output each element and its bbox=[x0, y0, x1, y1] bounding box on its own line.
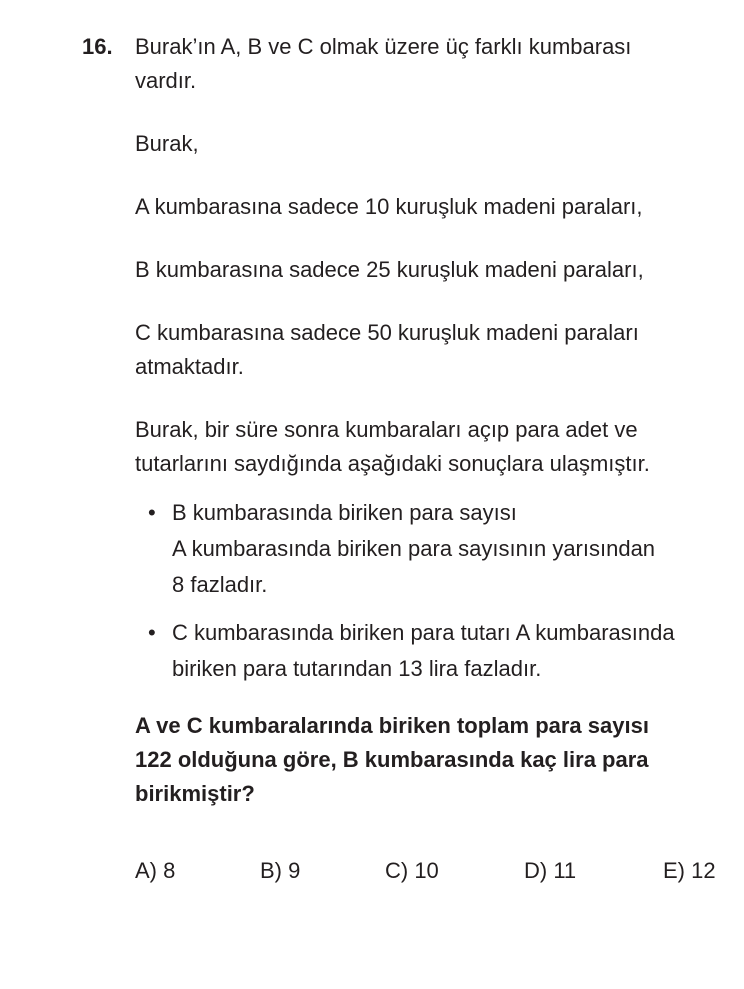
condition-line: 8 fazladır. bbox=[172, 572, 268, 597]
kumbara-c-line: C kumbarasına sadece 50 kuruşluk madeni paraları bbox=[135, 320, 639, 345]
condition-line: C kumbarasında biriken para tutarı A kumbarasında bbox=[172, 620, 675, 645]
kumbara-b-line: B kumbarasına sadece 25 kuruşluk madeni paraları, bbox=[135, 257, 644, 282]
option-c[interactable]: C) 10 bbox=[385, 858, 439, 883]
question-number: 16. bbox=[82, 34, 113, 59]
question-body bbox=[135, 30, 735, 811]
condition-line: B kumbarasında biriken para sayısı bbox=[172, 500, 517, 525]
burak-line: Burak, bbox=[135, 131, 199, 156]
kumbara-c-line: atmaktadır. bbox=[135, 354, 244, 379]
prompt-line: 122 olduğuna göre, B kumbarasında kaç lira para bbox=[135, 747, 649, 772]
condition-line: biriken para tutarından 13 lira fazladır. bbox=[172, 656, 542, 681]
option-e[interactable]: E) 12 bbox=[663, 858, 716, 883]
prompt-line: birikmiştir? bbox=[135, 781, 255, 806]
option-b[interactable]: B) 9 bbox=[260, 858, 301, 883]
intro-line: vardır. bbox=[135, 68, 197, 93]
condition-list bbox=[135, 495, 735, 687]
bullet-icon: • bbox=[148, 500, 156, 525]
observation-line: tutarlarını saydığında aşağıdaki sonuçlara ulaşmıştır. bbox=[135, 451, 650, 476]
kumbara-a-line: A kumbarasına sadece 10 kuruşluk madeni paraları, bbox=[135, 194, 643, 219]
bullet-icon: • bbox=[148, 620, 156, 645]
kumbara-c-paragraph bbox=[135, 316, 735, 384]
answer-options bbox=[135, 854, 725, 888]
option-d[interactable]: D) 11 bbox=[524, 858, 577, 883]
prompt-line: A ve C kumbaralarında biriken toplam para sayısı bbox=[135, 713, 649, 738]
intro-paragraph bbox=[135, 30, 735, 98]
intro-line: Burak’ın A, B ve C olmak üzere üç farklı kumbarası bbox=[135, 34, 632, 59]
condition-line: A kumbarasında biriken para sayısının yarısından bbox=[172, 536, 656, 561]
option-a[interactable]: A) 8 bbox=[135, 858, 176, 883]
condition-item bbox=[135, 495, 735, 603]
observation-paragraph bbox=[135, 413, 735, 481]
condition-item bbox=[135, 615, 735, 687]
question-prompt bbox=[135, 709, 735, 811]
observation-line: Burak, bir süre sonra kumbaraları açıp para adet ve bbox=[135, 417, 638, 442]
